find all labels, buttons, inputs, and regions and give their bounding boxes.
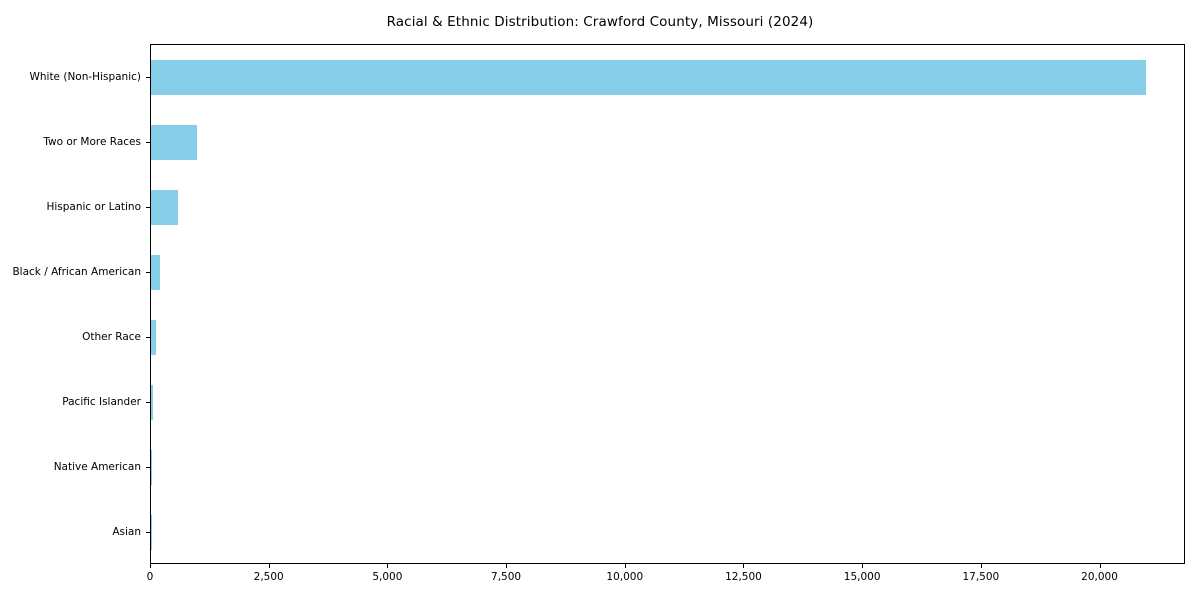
x-axis-tick-label: 10,000 bbox=[606, 571, 644, 583]
x-axis-tick-label: 12,500 bbox=[725, 571, 762, 583]
y-axis-tick-label: Black / African American bbox=[12, 265, 141, 278]
bar-row bbox=[151, 450, 1184, 486]
x-axis-tick-label: 0 bbox=[146, 571, 154, 583]
y-axis-tick-label: White (Non-Hispanic) bbox=[29, 70, 141, 83]
bar bbox=[151, 320, 156, 356]
x-axis-tick bbox=[387, 564, 388, 568]
bar bbox=[151, 450, 152, 486]
x-axis-tick-label: 15,000 bbox=[843, 571, 881, 583]
y-axis-tick-label: Native American bbox=[53, 460, 141, 473]
bars-layer bbox=[151, 45, 1184, 563]
x-axis-tick bbox=[981, 564, 982, 568]
bar-row bbox=[151, 125, 1184, 161]
x-axis-tick-label: 20,000 bbox=[1081, 571, 1118, 583]
plot-area bbox=[150, 44, 1185, 564]
y-axis bbox=[0, 44, 150, 564]
x-axis-tick bbox=[625, 564, 626, 568]
y-axis-tick-label: Asian bbox=[112, 525, 141, 538]
x-axis-tick bbox=[269, 564, 270, 568]
x-axis-tick bbox=[743, 564, 744, 568]
y-axis-tick-label: Other Race bbox=[82, 330, 141, 343]
y-axis-tick-label: Hispanic or Latino bbox=[46, 200, 141, 213]
chart-title: Racial & Ethnic Distribution: Crawford County, Missouri (2024) bbox=[386, 14, 814, 30]
x-axis-tick bbox=[506, 564, 507, 568]
bar-row bbox=[151, 515, 1184, 551]
x-axis-tick bbox=[1100, 564, 1101, 568]
bar-row bbox=[151, 60, 1184, 96]
bar bbox=[151, 190, 178, 226]
bar bbox=[151, 255, 160, 291]
x-axis bbox=[146, 564, 1185, 594]
x-axis-tick-label: 17,500 bbox=[962, 571, 1000, 583]
y-axis-tick-label: Pacific Islander bbox=[62, 395, 141, 408]
x-axis-tick-label: 2,500 bbox=[253, 571, 284, 583]
bar bbox=[151, 385, 153, 421]
bar-row bbox=[151, 190, 1184, 226]
x-axis-tick bbox=[150, 564, 151, 568]
bar bbox=[151, 60, 1146, 96]
x-axis-tick-label: 5,000 bbox=[372, 571, 403, 583]
bar bbox=[151, 125, 197, 161]
bar-row bbox=[151, 320, 1184, 356]
x-axis-tick bbox=[862, 564, 863, 568]
y-axis-tick-label: Two or More Races bbox=[43, 135, 141, 148]
x-axis-tick-label: 7,500 bbox=[491, 571, 522, 583]
bar-row bbox=[151, 255, 1184, 291]
bar-row bbox=[151, 385, 1184, 421]
